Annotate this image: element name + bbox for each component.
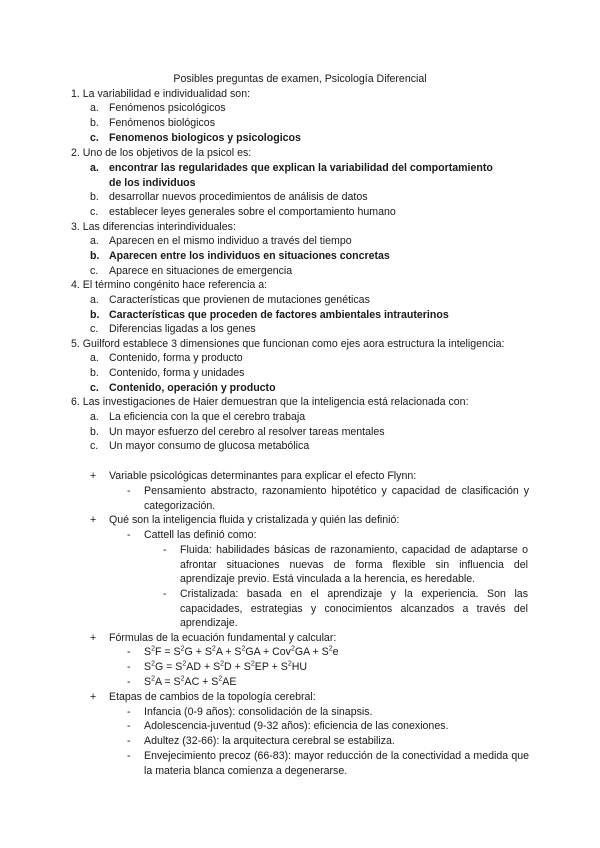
option-letter: c. (90, 265, 99, 277)
option-text: Características que provienen de mutaciones genéticas (109, 294, 370, 306)
dash-marker: - (127, 676, 131, 688)
dash-marker: - (163, 544, 167, 556)
option-text: Fenómenos biológicos (109, 117, 215, 129)
note-topology-heading: Etapas de cambios de la topología cerebral: (109, 691, 316, 703)
option-letter-correct: b. (90, 250, 100, 262)
formula-2: $S^2G = S^2AD + S^2D + S^2EP + S^2HU$ (144, 660, 308, 673)
note-flynn-item: Pensamiento abstracto, razonamiento hipotético y capacidad de clasificación y categorización. (144, 485, 529, 512)
option-text: Contenido, forma y unidades (109, 367, 245, 379)
option-letter: b. (90, 117, 99, 129)
formula-3: $S^2A = S^2AC + S^2AE$ (144, 675, 237, 688)
option-letter-correct: c. (90, 382, 99, 394)
dash-marker: - (127, 706, 131, 718)
option-text-correct: Aparecen entre los individuos en situaciones concretas (109, 250, 390, 262)
topology-item: Adultez (32-66): la arquitectura cerebral se estabiliza. (144, 735, 395, 747)
option-letter: b. (90, 367, 99, 379)
option-text: establecer leyes generales sobre el comportamiento humano (109, 206, 396, 218)
dash-marker: - (127, 720, 131, 732)
document-title: Posibles preguntas de examen, Psicología Diferencial (173, 73, 427, 85)
option-letter-correct: c. (90, 132, 99, 144)
option-text-correct: Fenomenos biologicos y psicologicos (109, 132, 301, 144)
note-formulas-heading: Fórmulas de la ecuación fundamental y calcular: (109, 632, 337, 644)
dash-marker: - (163, 588, 167, 600)
option-text: La eficiencia con la que el cerebro trabaja (109, 411, 306, 423)
dash-marker: - (127, 750, 131, 762)
note-flynn-heading: Variable psicológicas determinantes para explicar el efecto Flynn: (109, 470, 417, 482)
option-text-correct: Contenido, operación y producto (109, 382, 276, 394)
option-letter: a. (90, 102, 99, 114)
note-intelligence-heading: Qué son la inteligencia fluida y cristalizada y quién las definió: (109, 514, 400, 526)
note-cristalizada: Cristalizada: basada en el aprendizaje y la experiencia. Son las capacidades, estrategias y conocimientos alcanzados a través del aprendizaje. (180, 588, 528, 630)
question-1: 1. La variabilidad e individualidad son: (71, 88, 251, 100)
option-letter-correct: b. (90, 309, 100, 321)
dash-marker: - (127, 646, 131, 658)
option-text: Contenido, forma y producto (109, 352, 243, 364)
bullet-marker: + (90, 514, 97, 526)
option-text: Aparece en situaciones de emergencia (109, 265, 293, 277)
bullet-marker: + (90, 470, 97, 482)
bullet-marker: + (90, 632, 97, 644)
dash-marker: - (127, 661, 131, 673)
option-letter: a. (90, 235, 99, 247)
option-text: Aparecen en el mismo individuo a través del tiempo (109, 235, 352, 247)
dash-marker: - (127, 529, 131, 541)
option-letter: a. (90, 352, 99, 364)
option-letter: c. (90, 323, 99, 335)
option-text-correct: Características que proceden de factores ambientales intrauterinos (109, 309, 449, 321)
question-3: 3. Las diferencias interindividuales: (71, 221, 236, 233)
option-text: Diferencias ligadas a los genes (109, 323, 256, 335)
option-letter: b. (90, 426, 99, 438)
note-fluida: Fluida: habilidades básicas de razonamiento, capacidad de adaptarse o afrontar situaciones nuevas de forma flexible sin influencia del aprendizaje previo. Está vinculada a la herencia, es heredable. (180, 544, 528, 586)
option-letter: a. (90, 411, 99, 423)
question-4: 4. El término congénito hace referencia a: (71, 279, 268, 291)
option-letter-correct: a. (90, 162, 99, 174)
question-2: 2. Uno de los objetivos de la psicol es: (71, 147, 252, 159)
topology-item: Adolescencia-juventud (9-32 años): eficiencia de las conexiones. (144, 720, 449, 732)
option-letter: a. (90, 294, 99, 306)
option-text: Un mayor esfuerzo del cerebro al resolver tareas mentales (109, 426, 385, 438)
option-text: Un mayor consumo de glucosa metabólica (109, 440, 310, 452)
option-letter: b. (90, 191, 99, 203)
question-6: 6. Las investigaciones de Haier demuestran que la inteligencia está relacionada con: (71, 396, 469, 408)
bullet-marker: + (90, 691, 97, 703)
topology-item: Envejecimiento precoz (66-83): mayor reducción de la conectividad a medida que la materia blanca comienza a degenerarse. (144, 750, 529, 777)
question-5: 5. Guilford establece 3 dimensiones que funcionan como ejes aora estructura la inteligencia: (71, 338, 505, 350)
option-text-correct: encontrar las regularidades que explican la variabilidad del comportamiento de los individuos (109, 162, 493, 189)
option-letter: c. (90, 440, 99, 452)
option-letter: c. (90, 206, 99, 218)
formula-1: $S^2F = S^2G + S^2A + S^2GA + Cov^2GA + S^2e$ (144, 645, 339, 658)
option-text: Fenómenos psicológicos (109, 102, 226, 114)
option-text: desarrollar nuevos procedimientos de análisis de datos (109, 191, 368, 203)
dash-marker: - (127, 735, 131, 747)
note-cattell: Cattell las definió como: (144, 529, 257, 541)
dash-marker: - (127, 485, 131, 497)
topology-item: Infancia (0-9 años): consolidación de la sinapsis. (144, 706, 373, 718)
